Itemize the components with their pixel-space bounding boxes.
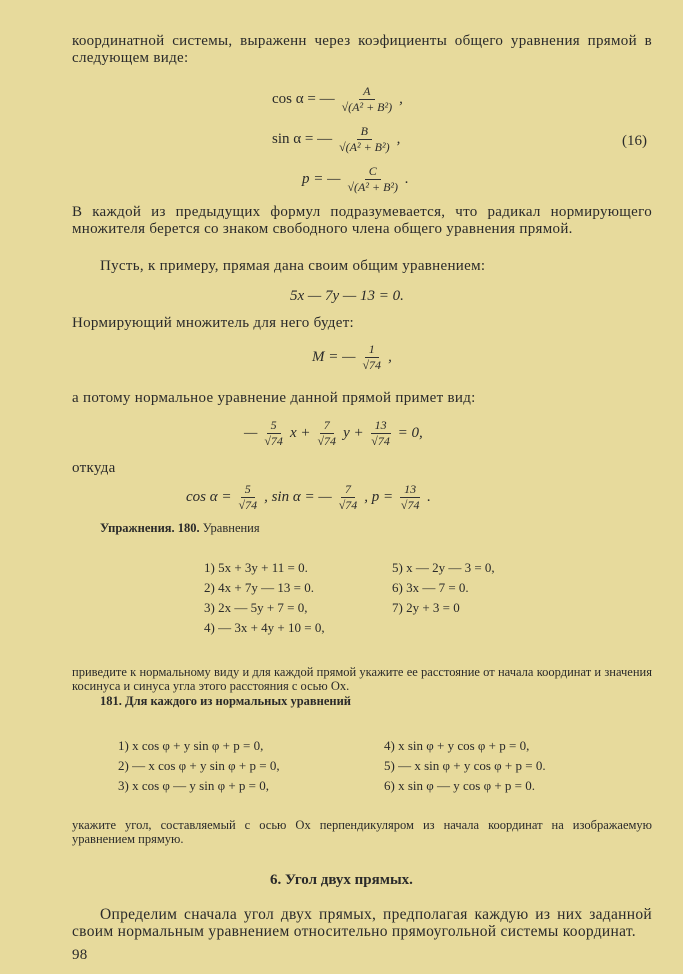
formula-cos: cos α = — A √(A² + B²) , [272,84,403,114]
equation-number: (16) [622,133,647,149]
result-formulas: cos α = $\frac{5}{√74}$ , sin α = — 7 √74 , p = $\frac{13}{√74}$ . [186,482,431,512]
formula-sin: sin α = — B √(A² + B²) , [272,124,401,154]
example-equation: 5x — 7y — 13 = 0. [290,288,404,304]
paragraph-norm-factor: Нормирующий множитель для него будет: [72,315,355,331]
formula-p: p = — C √(A² + B²) . [302,164,409,194]
paragraph-radical: В каждой из предыдущих формул подразумевается, что радикал нормирующего множителя берется со знаком свободного члена общего уравнения прямой. [72,204,652,237]
exercise-181-heading: 181. Для каждого из нормальных уравнений [100,694,352,708]
section-paragraph: Определим сначала угол двух прямых, предполагая каждую из них заданной своим нормальным уравнением относительно прямоугольной системы координат. [72,906,652,940]
formula-M: M = — 1 √74 , [312,342,392,372]
exercise-180-text: приведите к нормальному виду и для каждой прямой укажите ее расстояние от начала координат и значения косинуса и синуса угла этого расстояния с осью Ox. [72,665,652,693]
page-number: 98 [72,947,88,963]
section-title: 6. Угол двух прямых. [270,872,413,888]
exercise-180-right: 5) x — 2y — 3 = 0, 6) 3x — 7 = 0. 7) 2y + 3 = 0 [392,560,495,615]
exercise-181-text: укажите угол, составляемый с осью Ox перпендикуляром из начала координат на изображаемую уравнением прямую. [72,818,652,846]
exercise-181-right: 4) x sin φ + y cos φ + p = 0, 5) — x sin φ + y cos φ + p = 0. 6) x sin φ — y cos φ + p = 0. [384,738,546,793]
paragraph-normal-form: а потому нормальное уравнение данной прямой примет вид: [72,390,476,406]
exercise-180-left: 1) 5x + 3y + 11 = 0. 2) 4x + 7y — 13 = 0. 3) 2x — 5y + 7 = 0, 4) — 3x + 4y + 10 = 0, [204,560,325,635]
normal-equation: — 5 √74 x + $\frac{7}{√74}$ y + $\frac{13}{√74}$ = 0, [244,418,423,448]
word-otkuda: откуда [72,460,116,476]
intro-text: координатной системы, выраженн через коэфициенты общего уравнения прямой в следующем виде: [72,33,652,66]
exercise-180-heading: Упражнения. 180. Уравнения [100,521,260,535]
paragraph-example: Пусть, к примеру, прямая дана своим общим уравнением: [100,258,486,274]
exercise-181-left: 1) x cos φ + y sin φ + p = 0, 2) — x cos φ + y sin φ + p = 0, 3) x cos φ — y sin φ + p = 0, [118,738,280,793]
